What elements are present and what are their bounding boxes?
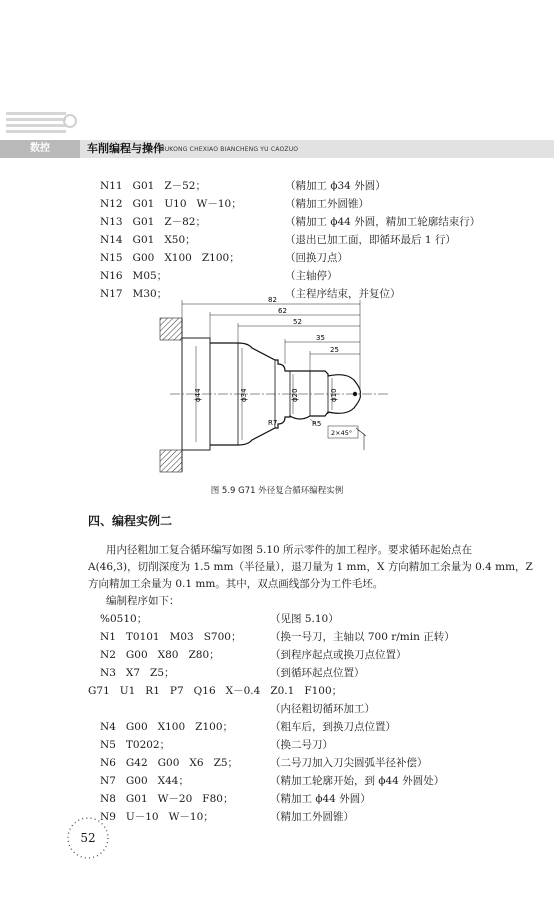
paragraph-line: 用内径粗加工复合循环编写如图 5.10 所示零件的加工程序。要求循环起始点在 [106, 544, 473, 556]
code-line: N9 U－10 W－10； [100, 811, 214, 823]
code-line: G71 U1 R1 P7 Q16 X－0.4 Z0.1 F100； [88, 685, 343, 697]
dia-44: ϕ44 [194, 388, 202, 402]
code-comment: （二号刀加入刀尖圆弧半径补偿） [270, 757, 428, 769]
paragraph-line: 方向精加工余量为 0.1 mm。其中，双点画线部分为工件毛坯。 [88, 578, 384, 590]
section-title: 四、编程实例二 [88, 514, 173, 528]
code-line: N16 M05； [100, 270, 168, 282]
dia-20: ϕ20 [291, 388, 299, 402]
code-line: N15 G00 X100 Z100； [100, 252, 240, 264]
code-line: N12 G01 U10 W－10； [100, 198, 242, 210]
header-subtitle: SHUKONG CHEXIAO BIANCHENG YU CAOZUO [156, 146, 299, 153]
chuck-top [160, 318, 182, 340]
code-comment: （换二号刀） [270, 739, 333, 751]
code-comment: （主程序结束，并复位） [285, 288, 401, 300]
chamfer-label: 2×45° [331, 429, 353, 437]
radius-r7: R7 [268, 419, 278, 427]
code-comment: （精加工轮廓开始，到 ϕ44 外圆处） [270, 775, 445, 787]
dim-82: 82 [268, 296, 277, 304]
code-comment: （退出已加工面，即循环最后 1 行） [285, 234, 456, 246]
figure-caption: 图 5.9 G71 外径复合循环编程实例 [210, 486, 344, 496]
figure-5-9-drawing [150, 290, 390, 475]
dim-25: 25 [330, 346, 339, 354]
code-line: N2 G00 X80 Z80； [100, 649, 220, 661]
code-comment: （精加工 ϕ44 外圆） [270, 793, 371, 805]
radius-r5: R5 [312, 420, 322, 428]
dim-35: 35 [316, 334, 325, 342]
code-comment: （精加工 ϕ34 外圆） [285, 180, 386, 192]
dim-52: 52 [293, 318, 302, 326]
code-comment: （到程序起点或换刀点位置） [270, 649, 407, 661]
paragraph-line: 编制程序如下： [106, 595, 180, 607]
code-line: N17 M30； [100, 288, 168, 300]
code-comment: （主轴停） [285, 270, 338, 282]
code-comment: （精加工 ϕ44 外圆，精加工轮廓结束行） [285, 216, 481, 228]
header-tab: 数控 [0, 140, 80, 158]
code-line: N13 G01 Z－82； [100, 216, 206, 228]
code-line: N5 T0202； [100, 739, 171, 751]
page-number: 52 [80, 831, 96, 845]
code-comment: （精加工外圆锥） [285, 198, 369, 210]
code-line: N6 G42 G00 X6 Z5； [100, 757, 239, 769]
header-title: 车削编程与操作 [87, 142, 164, 155]
code-line: N7 G00 X44； [100, 775, 189, 787]
code-comment: （见图 5.10） [270, 613, 339, 625]
code-comment: （换一号刀，主轴以 700 r/min 正转） [270, 631, 455, 643]
code-comment: （精加工外圆锥） [270, 811, 354, 823]
header-decoration [0, 112, 80, 140]
code-comment: （粗车后，到换刀点位置） [270, 721, 396, 733]
code-line: N11 G01 Z－52； [100, 180, 206, 192]
code-line: N1 T0101 M03 S700； [100, 631, 242, 643]
code-comment: （到循环起点位置） [270, 667, 365, 679]
code-line: N3 X7 Z5； [100, 667, 175, 679]
paragraph-line: A(46,3)，切削深度为 1.5 mm（半径量），退刀量为 1 mm，X 方向精加工余量为 0.4 mm，Z [88, 561, 533, 573]
code-line: N8 G01 W－20 F80； [100, 793, 234, 805]
code-line: N14 G01 X50； [100, 234, 196, 246]
dia-10: ϕ10 [330, 388, 338, 402]
chuck-bottom [160, 450, 182, 472]
dim-62: 62 [278, 307, 287, 315]
tool-point [353, 392, 357, 396]
dia-34: ϕ34 [240, 388, 248, 402]
code-line: %0510； [100, 613, 148, 625]
dimension-lines [182, 300, 360, 390]
code-line: N4 G00 X100 Z100； [100, 721, 234, 733]
code-comment: （回换刀点） [285, 252, 348, 264]
code-comment: （内径粗切循环加工） [270, 703, 375, 715]
